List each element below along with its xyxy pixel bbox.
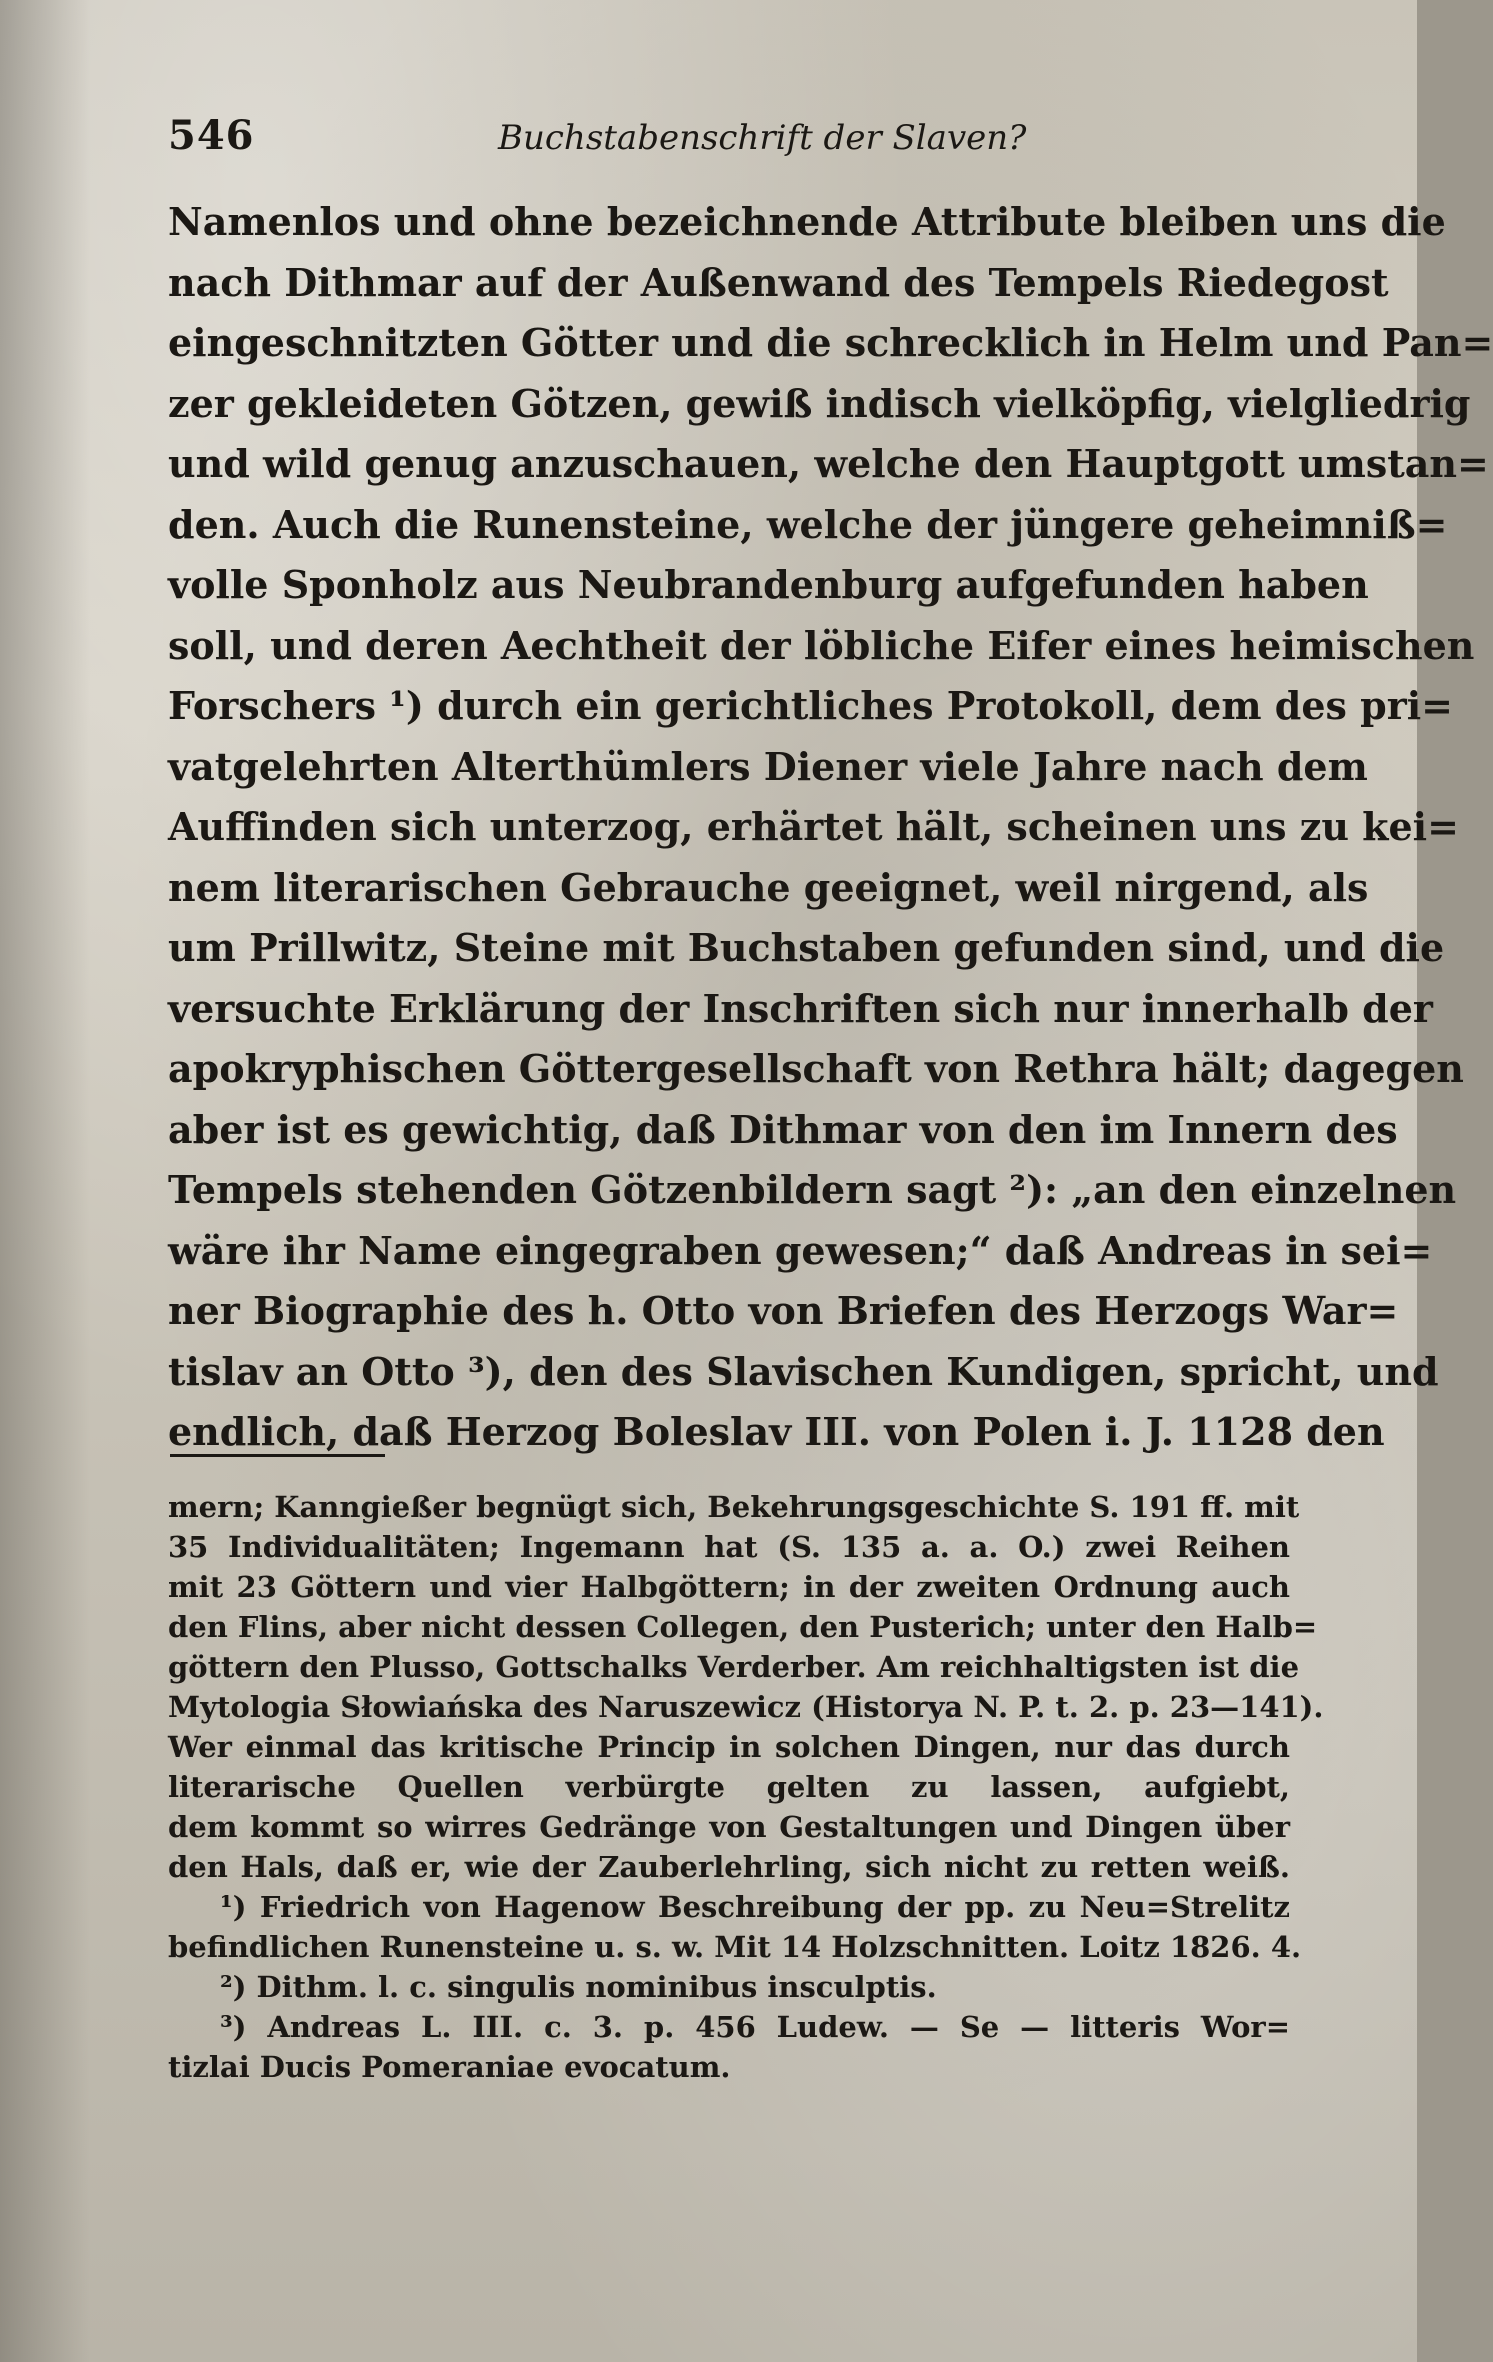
text-line: versuchte Erklärung der Inschriften sich nur innerhalb der (168, 985, 1433, 1031)
text-line: ner Biographie des h. Otto von Briefen des Herzogs War= (168, 1288, 1399, 1333)
text-line: eingeschnitzten Götter und die schrecklich in Helm und Pan= (168, 320, 1493, 365)
footnote-line: mit 23 Göttern und vier Halbgöttern; in der zweiten Ordnung auch (168, 1570, 1290, 1604)
footnote-line: dem kommt so wirres Gedränge von Gestaltungen und Dingen über (168, 1810, 1290, 1844)
text-line: Tempels stehenden Götzenbildern sagt ²): „an den einzelnen (168, 1167, 1457, 1212)
page-shadow (0, 0, 90, 2362)
text-line: endlich, daß Herzog Boleslav III. von Polen i. J. 1128 den (168, 1409, 1385, 1454)
footnote-line: tizlai Ducis Pomeraniae evocatum. (168, 2050, 731, 2084)
main-text-block (168, 192, 1493, 1463)
running-title: Buchstabenschrift der Slaven? (498, 118, 1027, 158)
text-line: und wild genug anzuschauen, welche den Hauptgott umstan= (168, 441, 1489, 486)
footnote-line: den Hals, daß er, wie der Zauberlehrling, sich nicht zu retten weiß. (168, 1850, 1290, 1884)
footnotes-block (168, 1487, 1324, 2087)
footnote-line: ²) Dithm. l. c. singulis nominibus insculptis. (220, 1970, 937, 2004)
page-number: 546 (168, 112, 255, 159)
text-line: volle Sponholz aus Neubrandenburg aufgefunden haben (168, 562, 1369, 607)
footnote-line: literarische Quellen verbürgte gelten zu lassen, aufgiebt, (168, 1770, 1290, 1804)
text-line: Auffinden sich unterzog, erhärtet hält, scheinen uns zu kei= (168, 804, 1459, 849)
footnote-line: 35 Individualitäten; Ingemann hat (S. 135 a. a. O.) zwei Reihen (168, 1530, 1290, 1564)
text-line: zer gekleideten Götzen, gewiß indisch vielköpfig, vielgliedrig (168, 380, 1471, 426)
footnote-divider (170, 1454, 385, 1457)
footnote-line: befindlichen Runensteine u. s. w. Mit 14 Holzschnitten. Loitz 1826. 4. (168, 1930, 1302, 1964)
text-line: aber ist es gewichtig, daß Dithmar von den im Innern des (168, 1106, 1398, 1152)
footnote-line: göttern den Plusso, Gottschalks Verderber. Am reichhaltigsten ist die (168, 1650, 1300, 1684)
text-line: nach Dithmar auf der Außenwand des Tempels Riedegost (168, 259, 1389, 305)
text-line: soll, und deren Aechtheit der löbliche Eifer eines heimischen (168, 622, 1475, 668)
text-line: Namenlos und ohne bezeichnende Attribute bleiben uns die (168, 199, 1446, 244)
text-line: wäre ihr Name eingegraben gewesen;“ daß Andreas in sei= (168, 1227, 1433, 1273)
text-line: vatgelehrten Alterthümlers Diener viele Jahre nach dem (168, 743, 1368, 789)
footnote-line: den Flins, aber nicht dessen Collegen, den Pusterich; unter den Halb= (168, 1610, 1318, 1644)
footnote-line: Wer einmal das kritische Princip in solchen Dingen, nur das durch (168, 1730, 1290, 1764)
text-line: apokryphischen Göttergesellschaft von Rethra hält; dagegen (168, 1046, 1464, 1091)
footnote-line: Mytologia Słowiańska des Naruszewicz (Historya N. P. t. 2. p. 23—141). (168, 1690, 1324, 1724)
text-line: den. Auch die Runensteine, welche der jüngere geheimniß= (168, 501, 1448, 547)
footnote-line: ¹) Friedrich von Hagenow Beschreibung der pp. zu Neu=Strelitz (220, 1890, 1290, 1924)
text-line: um Prillwitz, Steine mit Buchstaben gefunden sind, und die (168, 925, 1445, 970)
footnote-line: mern; Kanngießer begnügt sich, Bekehrungsgeschichte S. 191 ff. mit (168, 1490, 1300, 1524)
text-line: Forschers ¹) durch ein gerichtliches Protokoll, dem des pri= (168, 683, 1454, 728)
text-line: tislav an Otto ³), den des Slavischen Kundigen, spricht, und (168, 1348, 1439, 1394)
footnote-line: ³) Andreas L. III. c. 3. p. 456 Ludew. — Se — litteris Wor= (220, 2010, 1290, 2044)
page-header (168, 112, 1298, 172)
text-line: nem literarischen Gebrauche geeignet, weil nirgend, als (168, 864, 1369, 910)
